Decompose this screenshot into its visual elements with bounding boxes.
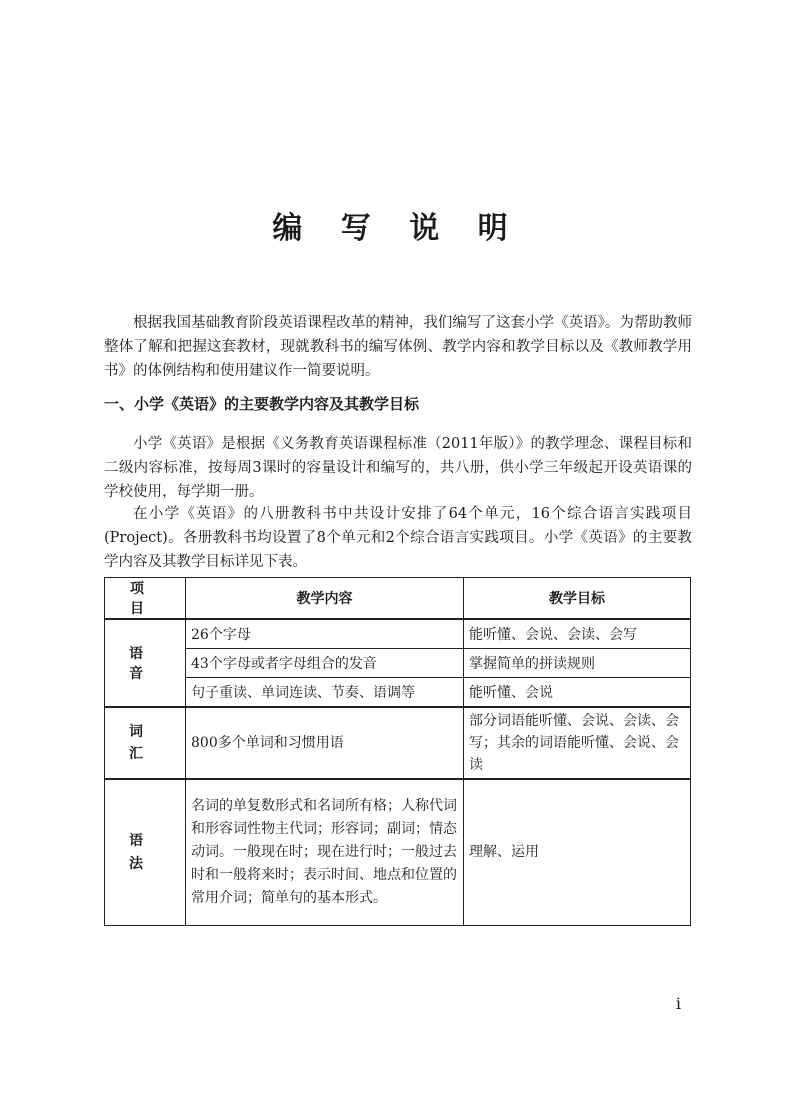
table-row <box>105 779 691 926</box>
intro-paragraph: 根据我国基础教育阶段英语课程改革的精神，我们编写了这套小学《英语》。为帮助教师整体了解和把握这套教材，现就教科书的编写体例、教学内容和教学目标以及《教师教学用书》的体例结构和使用建议作一简要说明。 <box>104 314 692 379</box>
content-cell: 句子重读、单词连读、节奏、语调等 <box>186 678 464 708</box>
table-row <box>105 619 691 649</box>
page-title: 编 写 说 明 <box>272 211 522 246</box>
category-pronunciation: 语 音 <box>105 619 186 707</box>
content-cell: 26个字母 <box>186 619 464 649</box>
header-item: 项 目 <box>105 578 186 620</box>
category-vocabulary: 词 汇 <box>105 707 186 779</box>
table-row <box>105 678 691 708</box>
table-row <box>105 649 691 678</box>
content-cell: 43个字母或者字母组合的发音 <box>186 649 464 678</box>
section-paragraph-2: 在小学《英语》的八册教科书中共设计安排了64个单元，16个综合语言实践项目(Project)。各册教科书均设置了8个单元和2个综合语言实践项目。小学《英语》的主要教学内容及其教学目标详见下表。 <box>104 505 692 570</box>
table-header-row <box>105 578 691 620</box>
objective-cell: 部分词语能听懂、会说、会读、会写；其余的词语能听懂、会说、会读 <box>464 707 691 779</box>
content-table <box>104 577 691 926</box>
content-cell: 800多个单词和习惯用语 <box>186 707 464 779</box>
page-number: i <box>675 994 681 1013</box>
section-heading: 一、小学《英语》的主要教学内容及其教学目标 <box>104 395 420 413</box>
objective-cell: 能听懂、会说、会读、会写 <box>464 619 691 649</box>
objective-cell: 理解、运用 <box>464 779 691 926</box>
header-content: 教学内容 <box>186 578 464 620</box>
section-paragraph-1: 小学《英语》是根据《义务教育英语课程标准（2011年版）》的教学理念、课程目标和二级内容标准，按每周3课时的容量设计和编写的，共八册，供小学三年级起开设英语课的学校使用，每学期一册。 <box>104 435 692 500</box>
objective-cell: 能听懂、会说 <box>464 678 691 708</box>
header-objective: 教学目标 <box>464 578 691 620</box>
category-grammar: 语 法 <box>105 779 186 926</box>
content-cell: 名词的单复数形式和名词所有格；人称代词和形容词性物主代词；形容词；副词；情态动词。一般现在时；现在进行时；一般过去时和一般将来时；表示时间、地点和位置的常用介词；简单句的基本形式。 <box>186 779 464 926</box>
objective-cell: 掌握简单的拼读规则 <box>464 649 691 678</box>
table-row <box>105 707 691 779</box>
